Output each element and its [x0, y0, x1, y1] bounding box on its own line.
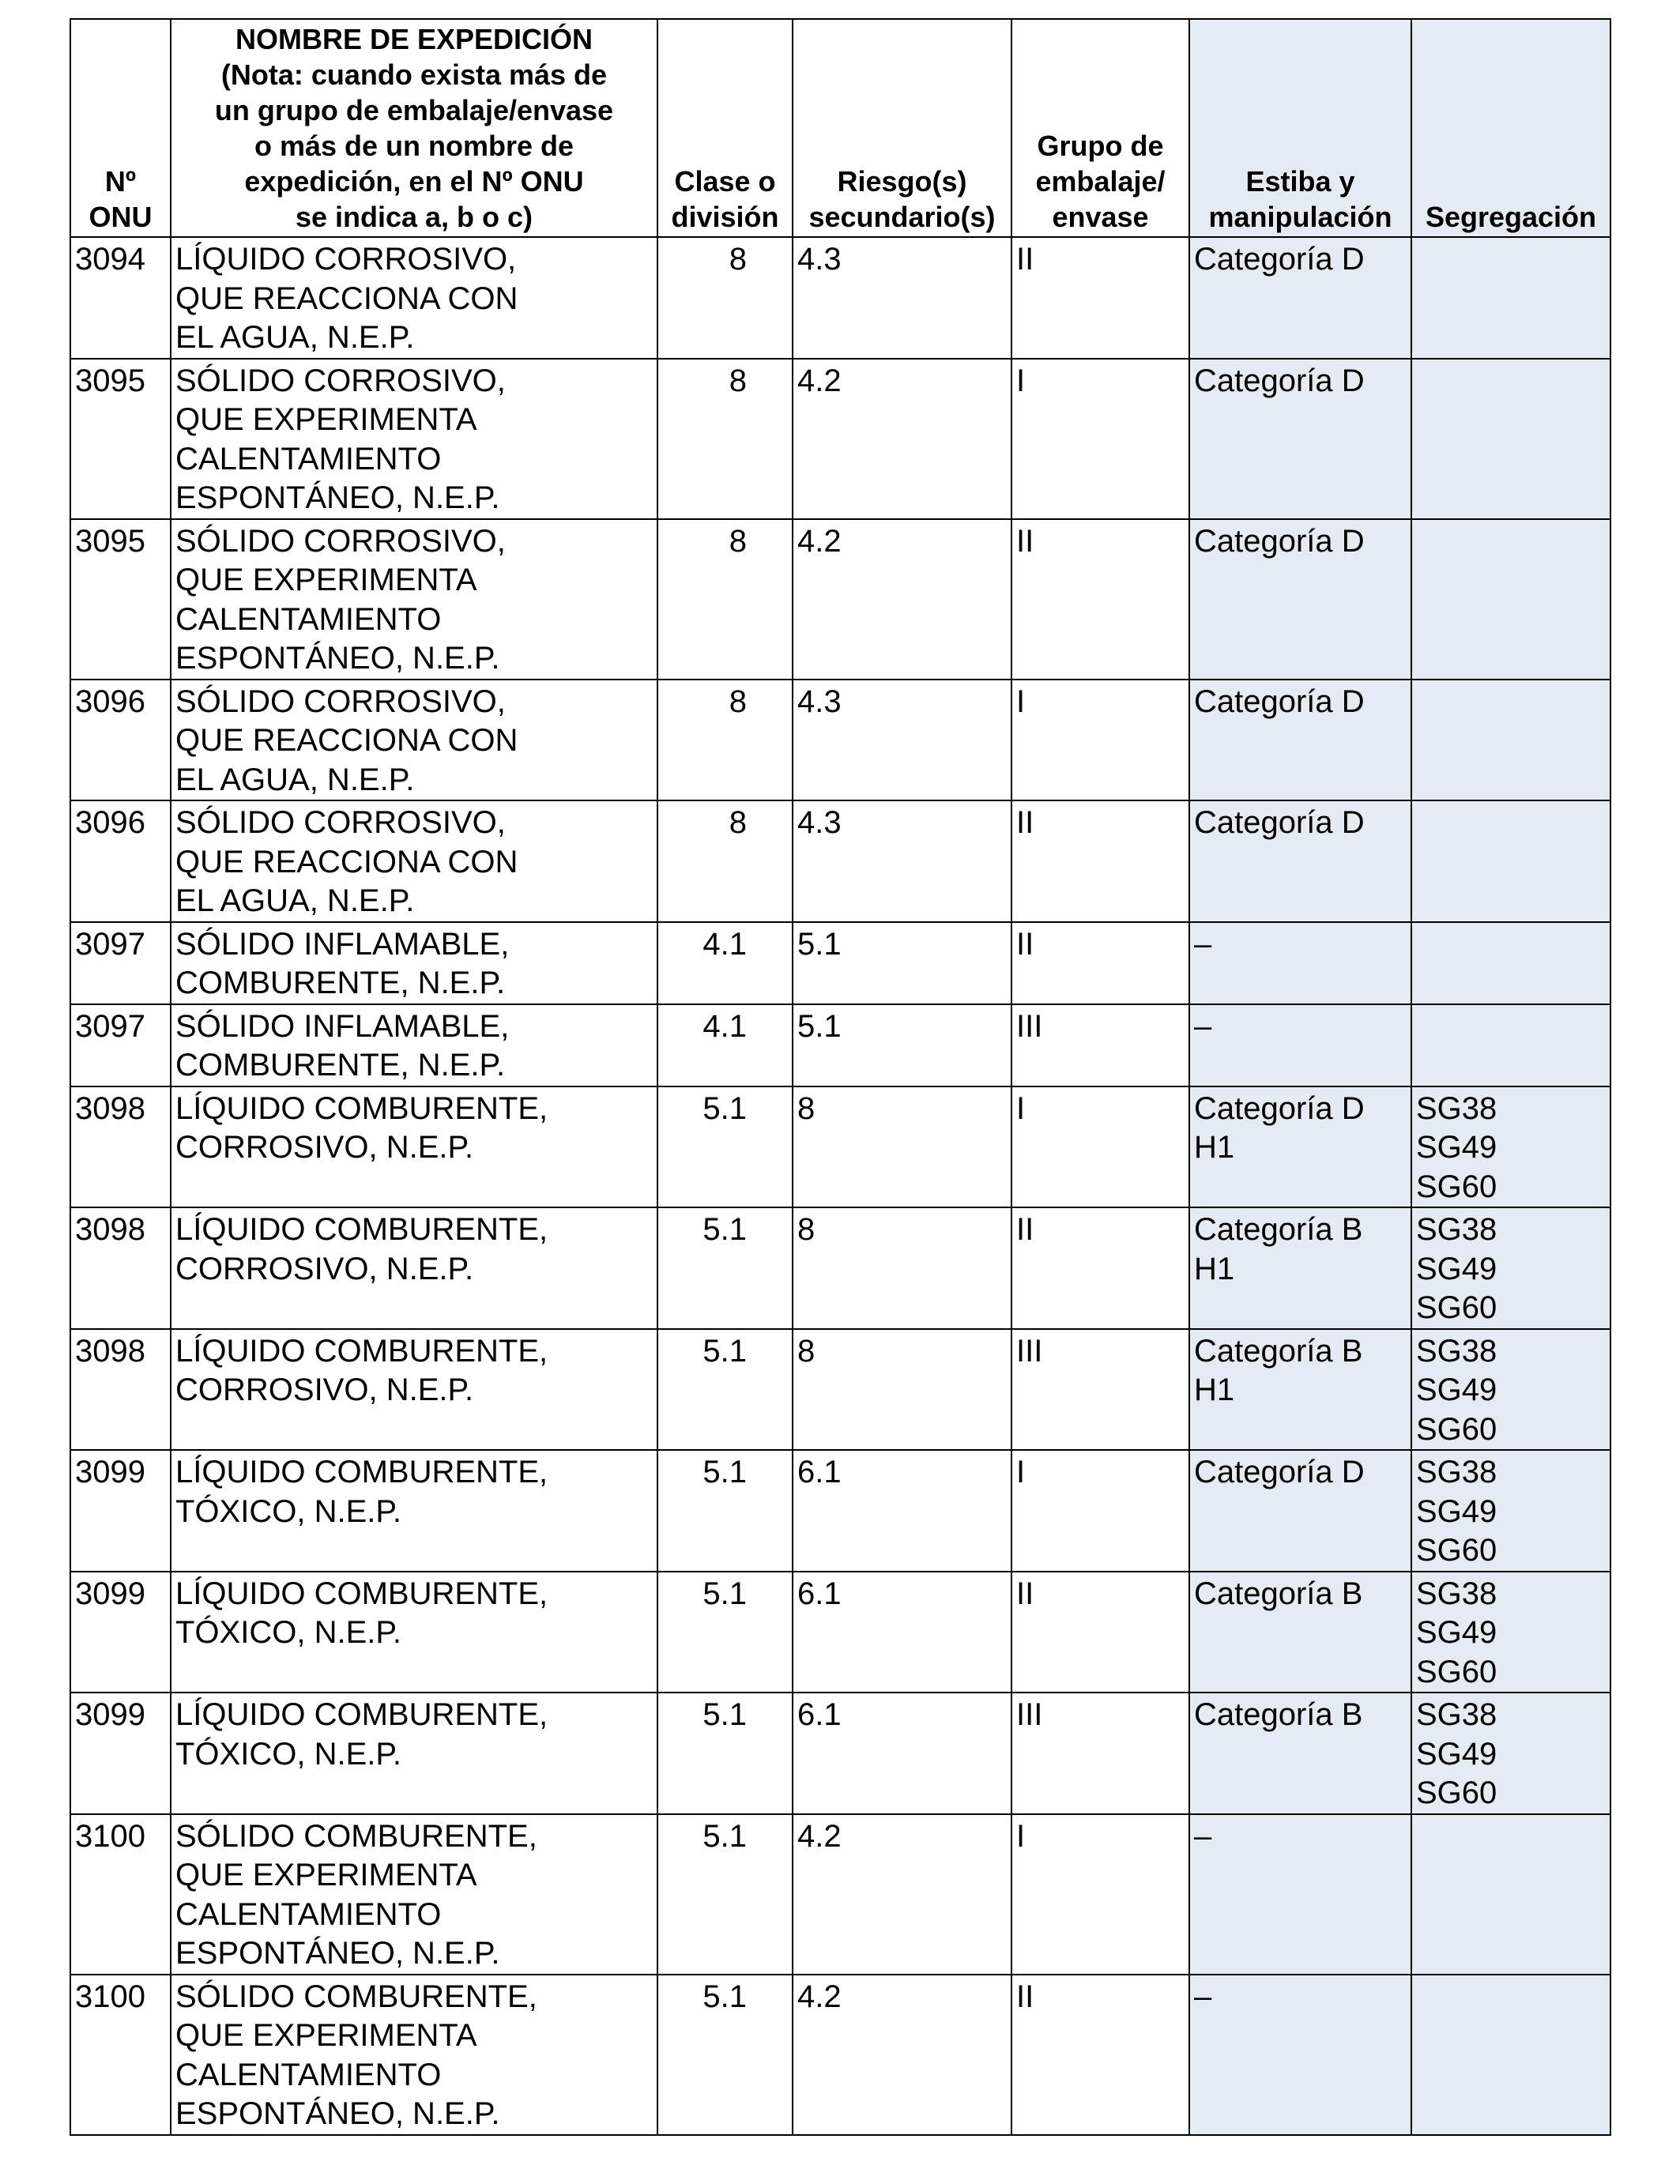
stowage-cell: [1189, 1329, 1411, 1451]
secondary-risk-cell: 6.1: [793, 1572, 1011, 1693]
shipping-name-line: QUE EXPERIMENTA: [175, 563, 477, 597]
shipping-name-line: TÓXICO, N.E.P.: [175, 1736, 401, 1772]
shipping-name-line: ESPONTÁNEO, N.E.P.: [175, 1936, 500, 1971]
secondary-risk-cell: 8: [793, 1086, 1011, 1208]
stowage-cell: [1189, 1207, 1411, 1329]
shipping-name-cell: [171, 1329, 657, 1451]
shipping-name-cell: [171, 359, 657, 519]
stowage-line: H1: [1194, 1373, 1235, 1407]
segregation-line: SG38: [1416, 1576, 1497, 1611]
shipping-name-line: CORROSIVO, N.E.P.: [175, 1373, 474, 1407]
table-row: [70, 680, 1610, 801]
secondary-risk-cell: 4.3: [793, 800, 1011, 922]
stowage-cell: [1189, 922, 1411, 1004]
shipping-name-cell: [171, 922, 657, 1004]
header-onu: Nº ONU: [70, 19, 171, 237]
dangerous-goods-table: [70, 18, 1611, 2136]
header-shipping-name: NOMBRE DE EXPEDICIÓN (Nota: cuando exista más de un grupo de embalaje/envase o más de un nombre de expedición, en el Nº ONU se indica a, b o c): [171, 19, 657, 237]
segregation-cell: [1411, 359, 1610, 519]
onu-number-cell: 3099: [70, 1572, 171, 1693]
stowage-line: –: [1194, 1979, 1212, 2014]
shipping-name-line: CORROSIVO, N.E.P.: [175, 1251, 474, 1286]
secondary-risk-cell: 4.2: [793, 1975, 1011, 2135]
segregation-cell: [1411, 1975, 1610, 2135]
stowage-line: H1: [1194, 1251, 1235, 1286]
table-row: [70, 1004, 1610, 1086]
class-cell: 5.1: [657, 1329, 793, 1451]
packing-group-cell: I: [1011, 1086, 1189, 1208]
shipping-name-line: COMBURENTE, N.E.P.: [175, 966, 506, 1000]
shipping-name-line: CALENTAMIENTO: [175, 601, 442, 637]
table-row: [70, 1814, 1610, 1975]
onu-number-cell: 3096: [70, 680, 171, 801]
packing-group-cell: II: [1011, 922, 1189, 1004]
class-cell: 5.1: [657, 1207, 793, 1329]
shipping-name-line: EL AGUA, N.E.P.: [175, 762, 415, 797]
segregation-line: SG60: [1416, 1169, 1497, 1204]
shipping-name-line: SÓLIDO COMBURENTE,: [175, 1979, 537, 2014]
class-cell: 5.1: [657, 1086, 793, 1208]
segregation-line: SG49: [1416, 1493, 1497, 1529]
class-cell: 4.1: [657, 922, 793, 1004]
onu-number-cell: 3098: [70, 1086, 171, 1208]
onu-number-cell: 3098: [70, 1207, 171, 1329]
shipping-name-line: LÍQUIDO CORROSIVO,: [175, 242, 517, 277]
class-cell: 8: [657, 519, 793, 680]
secondary-risk-cell: 4.2: [793, 359, 1011, 519]
table-row: [70, 922, 1610, 1004]
class-cell: 5.1: [657, 1572, 793, 1693]
segregation-line: SG60: [1416, 1533, 1497, 1568]
stowage-line: –: [1194, 1008, 1212, 1044]
header-stowage: Estiba y manipulación: [1189, 19, 1411, 237]
shipping-name-line: QUE REACCIONA CON: [175, 281, 518, 316]
shipping-name-cell: [171, 1975, 657, 2135]
table-row: [70, 1329, 1610, 1451]
shipping-name-line: LÍQUIDO COMBURENTE,: [175, 1455, 548, 1489]
shipping-name-line: SÓLIDO CORROSIVO,: [175, 805, 506, 840]
shipping-name-line: ESPONTÁNEO, N.E.P.: [175, 641, 500, 676]
stowage-line: Categoría B: [1194, 1333, 1363, 1369]
segregation-cell: [1411, 680, 1610, 801]
packing-group-cell: II: [1011, 1975, 1189, 2135]
shipping-name-line: SÓLIDO CORROSIVO,: [175, 683, 506, 719]
shipping-name-line: CALENTAMIENTO: [175, 2057, 442, 2092]
onu-number-cell: 3097: [70, 1004, 171, 1086]
stowage-line: Categoría B: [1194, 1212, 1363, 1247]
header-row: [70, 19, 1610, 237]
stowage-cell: [1189, 1975, 1411, 2135]
segregation-cell: [1411, 1004, 1610, 1086]
secondary-risk-cell: 4.3: [793, 237, 1011, 359]
segregation-cell: [1411, 922, 1610, 1004]
packing-group-cell: I: [1011, 1450, 1189, 1572]
shipping-name-line: EL AGUA, N.E.P.: [175, 320, 415, 355]
stowage-cell: [1189, 800, 1411, 922]
segregation-cell: [1411, 800, 1610, 922]
packing-group-cell: III: [1011, 1329, 1189, 1451]
segregation-line: SG60: [1416, 1290, 1497, 1325]
table-row: [70, 1450, 1610, 1572]
class-cell: 8: [657, 359, 793, 519]
shipping-name-line: QUE EXPERIMENTA: [175, 1858, 477, 1892]
shipping-name-line: CALENTAMIENTO: [175, 1896, 442, 1932]
packing-group-cell: II: [1011, 237, 1189, 359]
stowage-cell: [1189, 1693, 1411, 1814]
onu-number-cell: 3094: [70, 237, 171, 359]
segregation-line: SG38: [1416, 1333, 1497, 1369]
stowage-line: H1: [1194, 1130, 1235, 1165]
segregation-line: SG38: [1416, 1090, 1497, 1126]
shipping-name-cell: [171, 1450, 657, 1572]
stowage-cell: [1189, 1086, 1411, 1208]
segregation-line: SG38: [1416, 1212, 1497, 1247]
shipping-name-line: LÍQUIDO COMBURENTE,: [175, 1697, 548, 1732]
shipping-name-cell: [171, 800, 657, 922]
packing-group-cell: I: [1011, 359, 1189, 519]
segregation-cell: [1411, 1572, 1610, 1693]
stowage-cell: [1189, 1572, 1411, 1693]
secondary-risk-cell: 4.2: [793, 1814, 1011, 1975]
shipping-name-line: LÍQUIDO COMBURENTE,: [175, 1576, 548, 1611]
packing-group-cell: I: [1011, 680, 1189, 801]
table-row: [70, 359, 1610, 519]
table-row: [70, 1975, 1610, 2135]
class-cell: 8: [657, 680, 793, 801]
segregation-line: SG49: [1416, 1373, 1497, 1407]
header-segregation: Segregación: [1411, 19, 1610, 237]
segregation-cell: [1411, 1450, 1610, 1572]
packing-group-cell: II: [1011, 1572, 1189, 1693]
stowage-cell: [1189, 1814, 1411, 1975]
shipping-name-line: SÓLIDO INFLAMABLE,: [175, 926, 510, 962]
shipping-name-line: LÍQUIDO COMBURENTE,: [175, 1090, 548, 1126]
onu-number-cell: 3097: [70, 922, 171, 1004]
shipping-name-line: QUE EXPERIMENTA: [175, 2018, 477, 2053]
segregation-cell: [1411, 1693, 1610, 1814]
segregation-cell: [1411, 1329, 1610, 1451]
segregation-line: SG38: [1416, 1455, 1497, 1489]
stowage-cell: [1189, 519, 1411, 680]
secondary-risk-cell: 6.1: [793, 1693, 1011, 1814]
shipping-name-cell: [171, 1207, 657, 1329]
packing-group-cell: II: [1011, 1207, 1189, 1329]
onu-number-cell: 3095: [70, 359, 171, 519]
shipping-name-line: QUE REACCIONA CON: [175, 844, 518, 879]
packing-group-cell: III: [1011, 1004, 1189, 1086]
stowage-line: –: [1194, 1818, 1212, 1854]
class-cell: 5.1: [657, 1814, 793, 1975]
segregation-cell: [1411, 237, 1610, 359]
stowage-cell: [1189, 359, 1411, 519]
shipping-name-cell: [171, 1004, 657, 1086]
segregation-cell: [1411, 1814, 1610, 1975]
secondary-risk-cell: 4.3: [793, 680, 1011, 801]
secondary-risk-cell: 5.1: [793, 922, 1011, 1004]
segregation-cell: [1411, 1086, 1610, 1208]
class-cell: 5.1: [657, 1693, 793, 1814]
shipping-name-line: SÓLIDO CORROSIVO,: [175, 523, 506, 559]
onu-number-cell: 3099: [70, 1693, 171, 1814]
stowage-line: Categoría D: [1194, 1455, 1365, 1489]
class-cell: 5.1: [657, 1450, 793, 1572]
stowage-cell: [1189, 1004, 1411, 1086]
stowage-line: Categoría B: [1194, 1697, 1363, 1732]
table-row: [70, 1693, 1610, 1814]
shipping-name-cell: [171, 680, 657, 801]
shipping-name-cell: [171, 1693, 657, 1814]
onu-number-cell: 3096: [70, 800, 171, 922]
stowage-cell: [1189, 237, 1411, 359]
table-row: [70, 800, 1610, 922]
onu-number-cell: 3095: [70, 519, 171, 680]
segregation-line: SG60: [1416, 1654, 1497, 1689]
secondary-risk-cell: 6.1: [793, 1450, 1011, 1572]
segregation-line: SG60: [1416, 1411, 1497, 1447]
segregation-line: SG49: [1416, 1736, 1497, 1772]
header-secondary-risk: Riesgo(s) secundario(s): [793, 19, 1011, 237]
secondary-risk-cell: 8: [793, 1329, 1011, 1451]
shipping-name-line: TÓXICO, N.E.P.: [175, 1615, 401, 1650]
table-row: [70, 237, 1610, 359]
segregation-cell: [1411, 519, 1610, 680]
class-cell: 4.1: [657, 1004, 793, 1086]
shipping-name-cell: [171, 237, 657, 359]
segregation-line: SG49: [1416, 1615, 1497, 1650]
packing-group-cell: III: [1011, 1693, 1189, 1814]
shipping-name-line: TÓXICO, N.E.P.: [175, 1493, 401, 1529]
packing-group-cell: I: [1011, 1814, 1189, 1975]
onu-number-cell: 3099: [70, 1450, 171, 1572]
packing-group-cell: II: [1011, 519, 1189, 680]
shipping-name-line: LÍQUIDO COMBURENTE,: [175, 1212, 548, 1247]
shipping-name-cell: [171, 1814, 657, 1975]
segregation-cell: [1411, 1207, 1610, 1329]
stowage-line: Categoría D: [1194, 805, 1365, 840]
table-row: [70, 1207, 1610, 1329]
stowage-cell: [1189, 680, 1411, 801]
table-row: [70, 519, 1610, 680]
secondary-risk-cell: 8: [793, 1207, 1011, 1329]
shipping-name-line: QUE EXPERIMENTA: [175, 402, 477, 437]
shipping-name-line: ESPONTÁNEO, N.E.P.: [175, 480, 500, 515]
stowage-line: Categoría D: [1194, 363, 1365, 398]
shipping-name-line: SÓLIDO INFLAMABLE,: [175, 1008, 510, 1044]
shipping-name-cell: [171, 1086, 657, 1208]
stowage-line: Categoría D: [1194, 242, 1365, 277]
shipping-name-line: QUE REACCIONA CON: [175, 723, 518, 758]
shipping-name-line: CORROSIVO, N.E.P.: [175, 1130, 474, 1165]
shipping-name-cell: [171, 519, 657, 680]
secondary-risk-cell: 5.1: [793, 1004, 1011, 1086]
stowage-line: Categoría D: [1194, 1090, 1365, 1126]
header-class: Clase o división: [657, 19, 793, 237]
stowage-line: Categoría B: [1194, 1576, 1363, 1611]
table-body: [70, 237, 1610, 2135]
stowage-cell: [1189, 1450, 1411, 1572]
segregation-line: SG49: [1416, 1251, 1497, 1286]
stowage-line: –: [1194, 926, 1212, 962]
table-header: [70, 19, 1610, 237]
segregation-line: SG60: [1416, 1775, 1497, 1810]
shipping-name-cell: [171, 1572, 657, 1693]
onu-number-cell: 3100: [70, 1975, 171, 2135]
shipping-name-line: ESPONTÁNEO, N.E.P.: [175, 2096, 500, 2131]
onu-number-cell: 3098: [70, 1329, 171, 1451]
segregation-line: SG38: [1416, 1697, 1497, 1732]
class-cell: 5.1: [657, 1975, 793, 2135]
secondary-risk-cell: 4.2: [793, 519, 1011, 680]
table-row: [70, 1086, 1610, 1208]
packing-group-cell: II: [1011, 800, 1189, 922]
class-cell: 8: [657, 237, 793, 359]
shipping-name-line: CALENTAMIENTO: [175, 441, 442, 476]
class-cell: 8: [657, 800, 793, 922]
stowage-line: Categoría D: [1194, 683, 1365, 719]
table-row: [70, 1572, 1610, 1693]
shipping-name-line: SÓLIDO COMBURENTE,: [175, 1818, 537, 1854]
header-packing-group: Grupo de embalaje/ envase: [1011, 19, 1189, 237]
shipping-name-line: EL AGUA, N.E.P.: [175, 883, 415, 918]
stowage-line: Categoría D: [1194, 523, 1365, 559]
onu-number-cell: 3100: [70, 1814, 171, 1975]
shipping-name-line: COMBURENTE, N.E.P.: [175, 1048, 506, 1083]
shipping-name-line: LÍQUIDO COMBURENTE,: [175, 1333, 548, 1369]
segregation-line: SG49: [1416, 1130, 1497, 1165]
shipping-name-line: SÓLIDO CORROSIVO,: [175, 363, 506, 398]
